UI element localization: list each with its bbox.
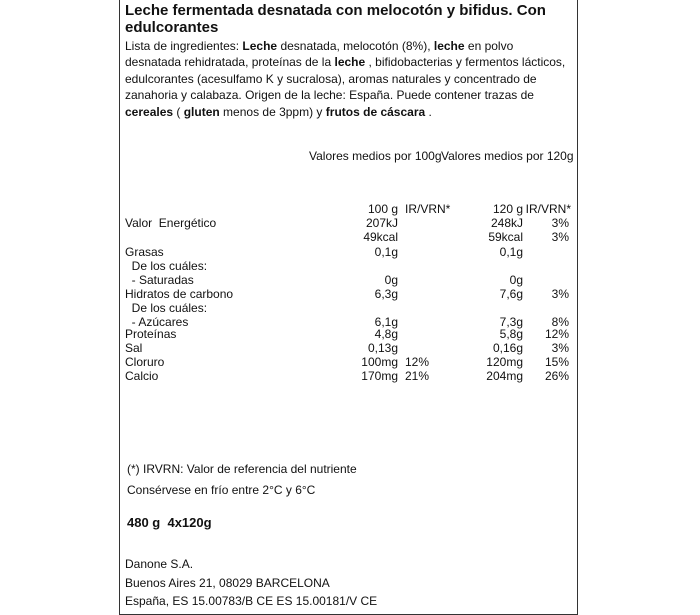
value-120g: 0,16g [492,341,523,355]
nutrient-label: Sal [125,341,143,355]
value-100g: 100mg [361,355,398,369]
nutrient-label: Valor Energético [125,216,217,230]
ingredient-text: ( [173,104,184,119]
storage-note: Consérvese en frío entre 2°C y 6°C [127,483,316,497]
ir-120g: 15% [544,355,569,369]
ir-120g: 12% [544,327,569,341]
ir-120g: 3% [551,341,569,355]
table-row [0,369,700,383]
per120-title: Valores medios por 120g [441,149,574,163]
ingredient-text: . [425,104,432,119]
value-100g: 0,1g [374,245,398,259]
table-header-row [0,202,700,216]
value-100g: 49kcal [363,230,398,244]
table-row [0,230,700,244]
value-100g: 4,8g [374,327,398,341]
table-row [0,287,700,301]
per100-title: Valores medios por 100g [309,149,442,163]
irvrn-note: (*) IRVRN: Valor de referencia del nutriente [127,462,357,476]
table-row [0,327,700,341]
allergen-text: leche [433,39,465,53]
ingredients-list [125,38,570,120]
allergen-text: frutos de cáscara [325,104,426,119]
company-address: Buenos Aires 21, 08029 BARCELONA [125,576,330,590]
ingredient-text: , bifidobacterias y fermentos lácticos, edulcorantes (acesulfamo K y sucralosa), aromas naturales y concentrado de zanahoria y calabaza. Origen de la leche: España. Puede contener trazas de [125,55,566,103]
value-100g: 0g [384,273,398,287]
table-row [0,273,700,287]
company-registry: España, ES 15.00783/B CE ES 15.00181/V CE [125,594,378,608]
value-100g: 170mg [361,369,398,383]
ir-120g: 3% [551,230,569,244]
value-120g: 0g [509,273,523,287]
table-row [0,355,700,369]
col-100g-header: 100 g [367,202,398,216]
nutrient-label: De los cuáles: [125,259,208,273]
value-120g: 0,1g [499,245,523,259]
ingredient-text: en polvo desnatada rehidratada, proteínas de la [125,39,514,70]
value-120g: 7,6g [499,287,523,301]
ingredient-text: menos de 3ppm) y [219,104,326,119]
product-title: Leche fermentada desnatada con melocotón y bifidus. Con edulcorantes [125,2,546,36]
table-row [0,245,700,259]
value-120g: 7,3g [499,315,523,329]
value-120g: 5,8g [499,327,523,341]
value-100g: 207kJ [365,216,398,230]
ir-120g: 3% [551,287,569,301]
allergen-text: leche [334,55,366,70]
ir-120g: 26% [544,369,569,383]
ingredient-text: desnatada, melocotón (8%), [277,39,434,53]
ir-100g: 21% [405,369,430,383]
nutrient-label: - Azúcares [125,315,189,329]
table-row [0,301,700,315]
value-100g: 0,13g [367,341,398,355]
nutrient-label: Hidratos de carbono [125,287,234,301]
col-ir100-header: IR/VRN* [405,202,451,216]
net-weight: 480 g 4x120g [127,515,212,530]
ir-120g: 8% [551,315,569,329]
value-120g: 204mg [486,369,523,383]
value-100g: 6,1g [374,315,398,329]
table-row [0,259,700,273]
value-120g: 120mg [486,355,523,369]
value-100g: 6,3g [374,287,398,301]
table-row [0,216,700,230]
col-ir120-header: IR/VRN* [525,202,571,216]
ir-120g: 3% [551,216,569,230]
table-row [0,341,700,355]
ir-100g: 12% [405,355,430,369]
nutrient-label: Cloruro [125,355,165,369]
nutrient-label: Grasas [125,245,164,259]
col-120g-header: 120 g [492,202,523,216]
value-120g: 59kcal [488,230,523,244]
nutrient-label: De los cuáles: [125,301,208,315]
nutrient-label: - Saturadas [125,273,194,287]
allergen-text: Leche [242,39,278,53]
nutrient-label: Proteínas [125,327,177,341]
allergen-text: gluten [183,104,220,119]
ingredient-text: Lista de ingredientes: [125,39,243,53]
value-120g: 248kJ [490,216,523,230]
company-name: Danone S.A. [125,557,194,571]
nutrient-label: Calcio [125,369,159,383]
allergen-text: cereales [125,104,174,119]
